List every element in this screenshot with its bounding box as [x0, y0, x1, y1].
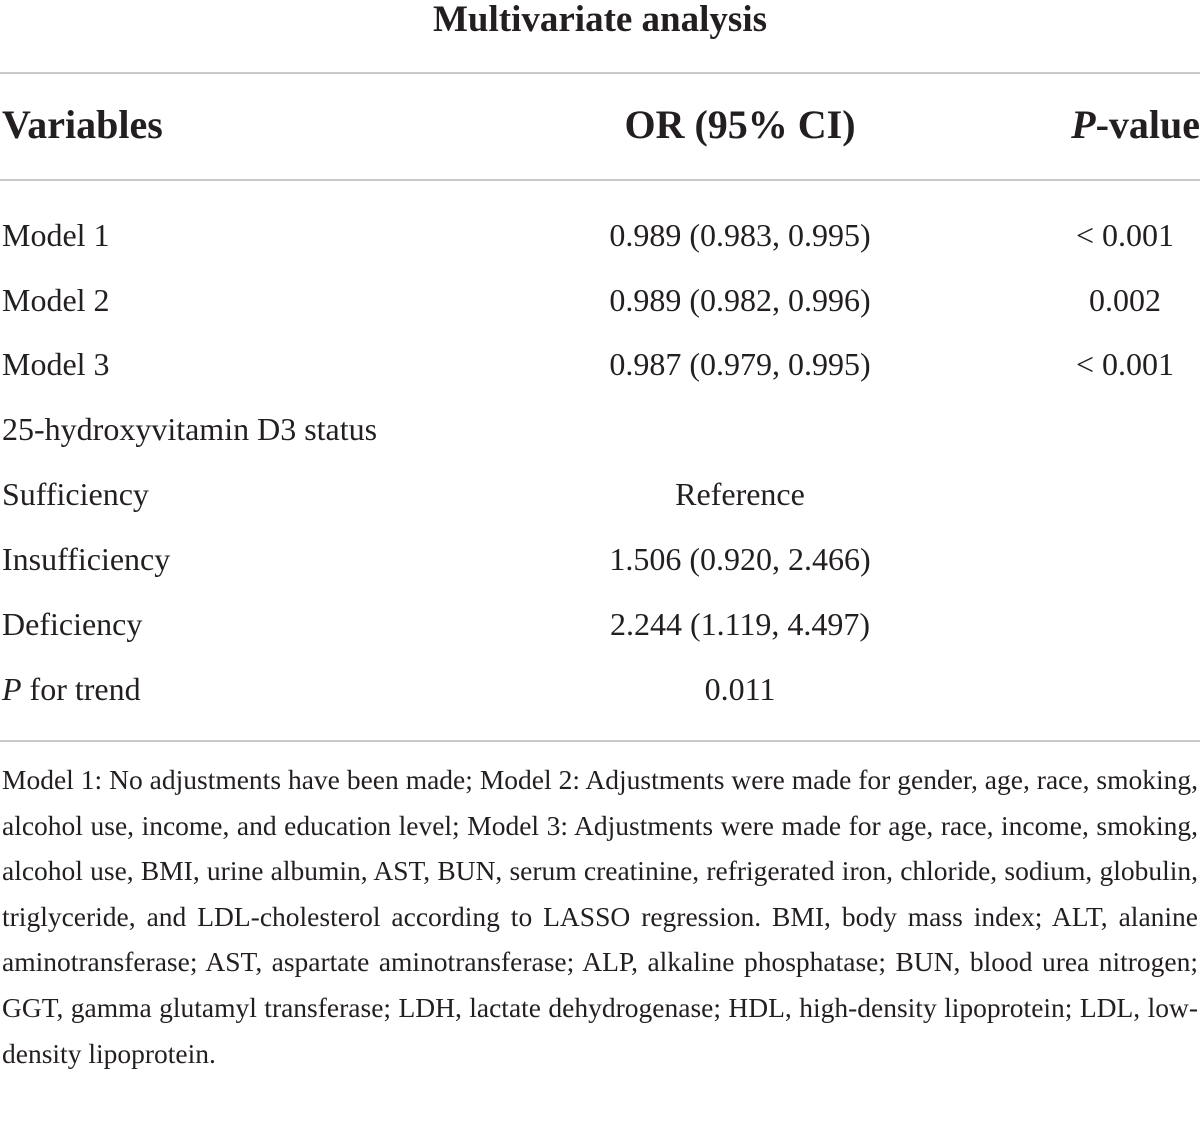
header-p-italic: P [1071, 102, 1096, 147]
trend-p-italic: P [2, 671, 22, 707]
table-row [0, 277, 1200, 323]
cell-variable: Model 3 [2, 346, 110, 382]
table-title: Multivariate analysis [432, 0, 767, 40]
table-row [0, 341, 1200, 387]
cell-variable [2, 666, 141, 712]
header-variables: Variables [2, 102, 163, 147]
cell-variable: Model 1 [2, 217, 110, 253]
cell-variable: Deficiency [2, 606, 143, 642]
table-row-trend [0, 666, 1200, 712]
header-p-suffix: -value [1095, 102, 1200, 147]
header-rule [0, 179, 1200, 181]
cell-or-ci: 0.989 (0.982, 0.996) [609, 282, 871, 318]
cell-or-ci: 2.244 (1.119, 4.497) [609, 606, 871, 642]
cell-variable: 25-hydroxyvitamin D3 status [2, 411, 378, 447]
cell-or-ci: Reference [675, 476, 805, 512]
header-or-ci: OR (95% CI) [624, 102, 856, 147]
cell-or-ci: 0.011 [704, 671, 776, 707]
cell-or-ci: 1.506 (0.920, 2.466) [609, 541, 871, 577]
table-row [0, 471, 1200, 517]
bottom-rule [0, 740, 1200, 742]
header-p-value [1040, 100, 1200, 150]
table-row [0, 212, 1200, 258]
table-row [0, 601, 1200, 647]
cell-p-value: 0.002 [1089, 282, 1161, 318]
cell-variable: Insufficiency [2, 541, 171, 577]
cell-or-ci: 0.987 (0.979, 0.995) [609, 346, 871, 382]
table-row [0, 536, 1200, 582]
cell-variable: Model 2 [2, 282, 110, 318]
table-row [0, 406, 1200, 452]
cell-or-ci: 0.989 (0.983, 0.995) [609, 217, 871, 253]
trend-label-rest: for trend [21, 671, 141, 707]
cell-variable: Sufficiency [2, 476, 149, 512]
table-footnote: Model 1: No adjustments have been made; Model 2: Adjustments were made for gender, age, race, smoking, alcohol use, income, and education level; Model 3: Adjustments were made for age, race, income, smoking, alcohol use, BMI, urine albumin, AST, BUN, serum creatinine, refrigerated iron, chloride, sodium, globulin, triglyceride, and LDL-cholesterol according to LASSO regression. BMI, body mass index; ALT, alanine aminotransferase; AST, aspartate aminotransferase; ALP, alkaline phosphatase; BUN, blood urea nitrogen; GGT, gamma glutamyl transferase; LDH, lactate dehydrogenase; HDL, high-density lipoprotein; LDL, low-density lipoprotein. [2, 764, 1198, 1069]
top-rule [0, 72, 1200, 74]
cell-p-value: < 0.001 [1075, 346, 1175, 382]
cell-p-value: < 0.001 [1075, 217, 1175, 253]
